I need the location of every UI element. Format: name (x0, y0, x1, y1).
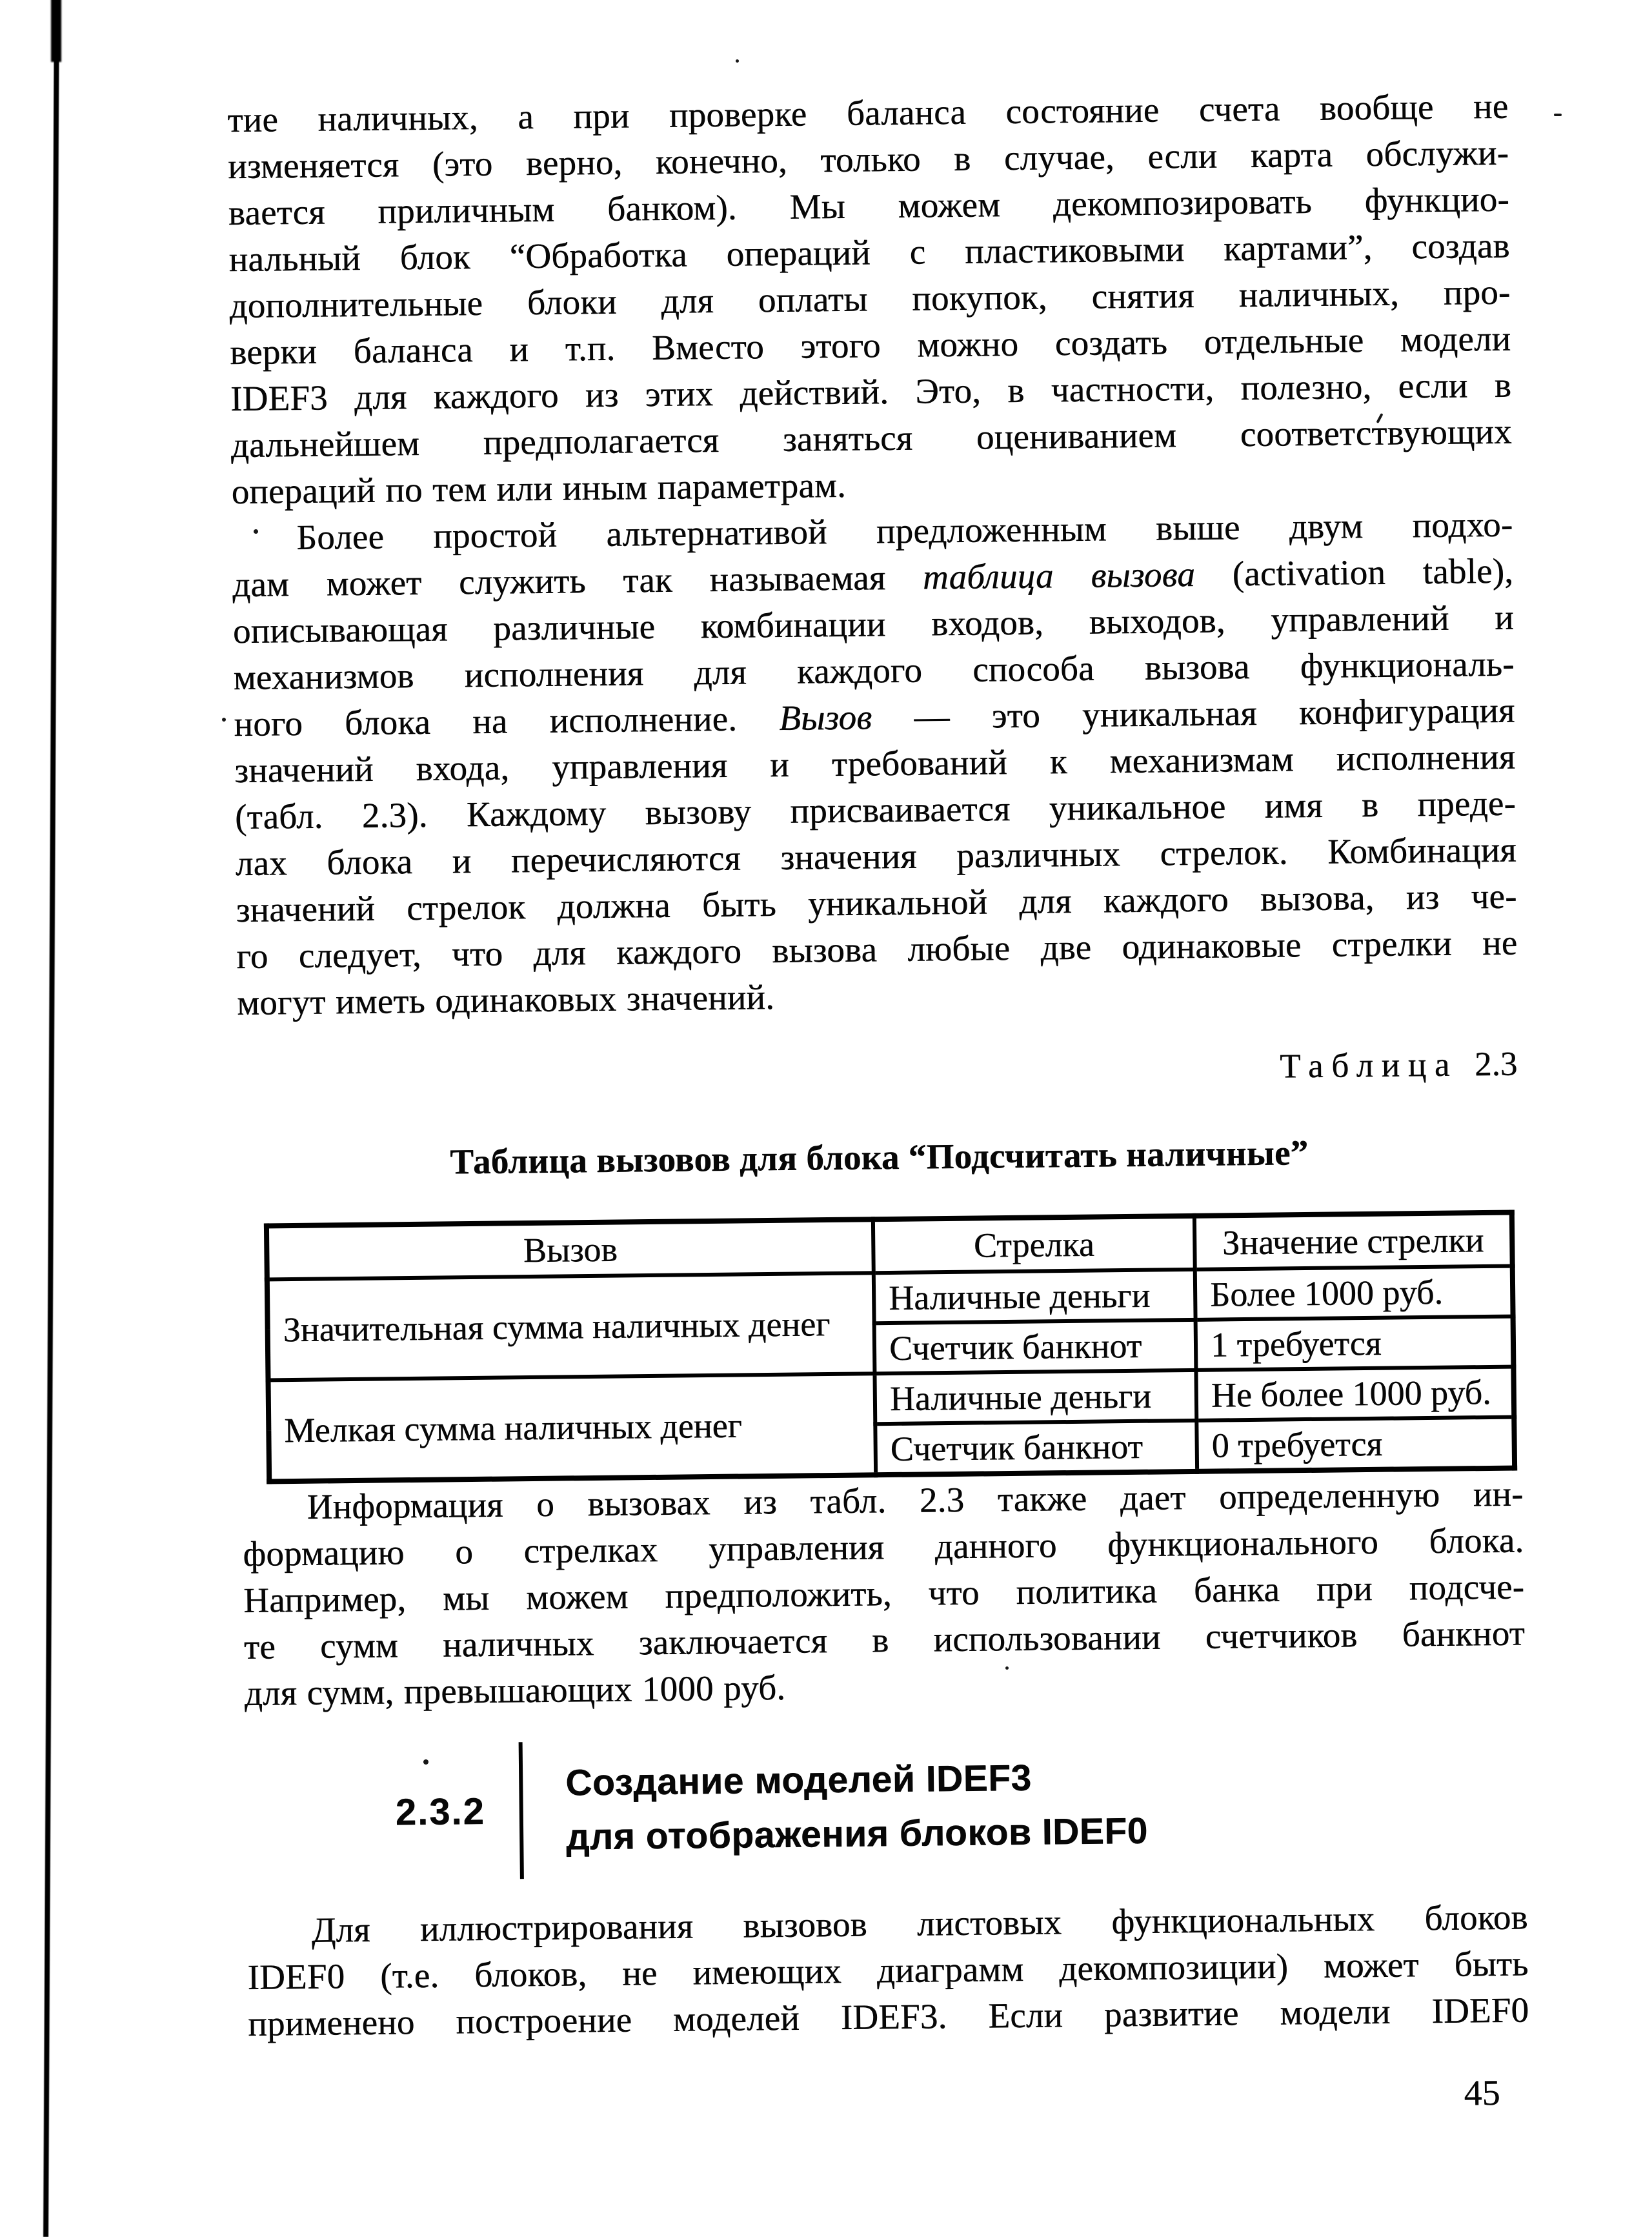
text-line: дополнительные блоки для оплаты покупок, снятия наличных, про- (229, 272, 1511, 325)
paragraph-1 (227, 83, 1513, 515)
italic-term: Вызов (778, 697, 872, 738)
call-cell: Мелкая сумма наличных денег (268, 1373, 876, 1481)
section-title-line: для отображения блоков IDEF0 (565, 1810, 1149, 1858)
paragraph-2 (232, 501, 1518, 1026)
text-segment: ного блока на исполнение. (234, 698, 780, 744)
text-line: применено построение моделей IDEF3. Если развитие модели IDEF0 (247, 1990, 1529, 2043)
arrow-cell: Счетчик банкнот (875, 1421, 1197, 1475)
text-line: лах блока и перечисляются значения различных стрелок. Комбинация (235, 829, 1517, 883)
text-line: Информация о вызовах из табл. 2.3 также дает определенную ин- (307, 1473, 1524, 1526)
book-binding-line (43, 0, 59, 2237)
value-cell: 1 требуется (1196, 1317, 1514, 1370)
table-caption-number (237, 1044, 1519, 1104)
header-cell-arrow: Стрелка (873, 1216, 1195, 1273)
text-segment: (activation table), (1194, 551, 1514, 594)
page-text-block (227, 83, 1530, 2132)
italic-term: таблица вызова (922, 554, 1196, 597)
text-line: тие наличных, а при проверке баланса состояние счета вообще не (227, 86, 1509, 139)
header-cell-value: Значение стрелки (1194, 1213, 1513, 1270)
text-line: для сумм, превышающих 1000 руб. (244, 1667, 786, 1713)
text-line: IDEF3 для каждого из этих действий. Это, в частности, полезно, если в (230, 365, 1512, 418)
text-line: значений входа, управления и требований к механизмам исполнения (234, 736, 1516, 790)
arrow-cell: Наличные деньги (874, 1270, 1196, 1323)
text-line: описывающая различные комбинации входов, выходов, управлений и (232, 597, 1515, 651)
paragraph-4 (247, 1894, 1529, 2047)
page-number: 45 (1464, 2072, 1500, 2114)
text-line: значений стрелок должна быть уникальной для каждого вызова, из че- (236, 876, 1517, 929)
header-cell-call: Вызов (267, 1219, 874, 1279)
text-line: го следует, что для каждого вызова любые две одинаковые стрелки не (236, 922, 1518, 976)
value-cell: Более 1000 руб. (1195, 1266, 1513, 1320)
section-title (523, 1736, 1149, 1879)
arrow-cell: Счетчик банкнот (874, 1320, 1196, 1373)
text-segment: — это уникальная конфигурация (871, 690, 1515, 737)
call-cell: Значительная сумма наличных денег (267, 1273, 875, 1380)
section-number (245, 1742, 520, 1882)
scan-speck (1554, 114, 1562, 116)
section-heading (245, 1731, 1527, 1881)
text-line: Например, мы можем предположить, что политика банка при подсче- (243, 1566, 1525, 1620)
text-line: изменяется (это верно, конечно, только в случае, если карта обслужи- (227, 132, 1509, 186)
text-segment: дам может служить так называемая (232, 557, 923, 604)
text-line: Для иллюстрирования вызовов листовых функциональных блоков (311, 1897, 1528, 1950)
text-line: механизмов исполнения для каждого способа вызова функциональ- (233, 643, 1515, 697)
arrow-cell: Наличные деньги (874, 1370, 1196, 1424)
text-line: дальнейшем предполагается заняться оцениванием соответствующих (230, 411, 1513, 465)
activation-table (264, 1210, 1517, 1484)
scan-speck (222, 718, 226, 722)
text-line: верки баланса и т.п. Вместо этого можно создать отдельные модели (229, 318, 1511, 372)
text-line: те сумм наличных заключается в использовании счетчиков банкнот (243, 1613, 1526, 1666)
section-title-line: Создание моделей IDEF3 (565, 1757, 1032, 1804)
book-binding-line-top (51, 0, 61, 62)
text-line: IDEF0 (т.е. блоков, не имеющих диаграмм декомпозиции) может быть (247, 1943, 1529, 1997)
text-line: вается приличным банком). Мы можем декомпозировать функцио- (228, 179, 1510, 232)
text-line: формацию о стрелках управления данного функционального блока. (243, 1520, 1524, 1574)
text-line: (табл. 2.3). Каждому вызову присваивается уникальное имя в преде- (234, 783, 1516, 836)
text-line: могут иметь одинаковых значений. (236, 977, 775, 1022)
table-caption-word: Таблица (1279, 1046, 1458, 1086)
value-cell: 0 требуется (1196, 1417, 1515, 1472)
text-line: нальный блок “Обработка операций с пластиковыми картами”, создав (228, 225, 1510, 279)
paragraph-3 (242, 1470, 1526, 1716)
table-title: Таблица вызовов для блока “Подсчитать наличные” (449, 1132, 1309, 1182)
value-cell: Не более 1000 руб. (1196, 1367, 1514, 1421)
text-line: Более простой альтернативой предложенным выше двум подхо- (296, 504, 1513, 557)
text-line: операций по тем или иным параметрам. (231, 465, 847, 511)
section-number-text: 2.3.2 (395, 1790, 486, 1833)
table-caption-index: 2.3 (1474, 1045, 1518, 1084)
scan-speck (736, 59, 739, 63)
